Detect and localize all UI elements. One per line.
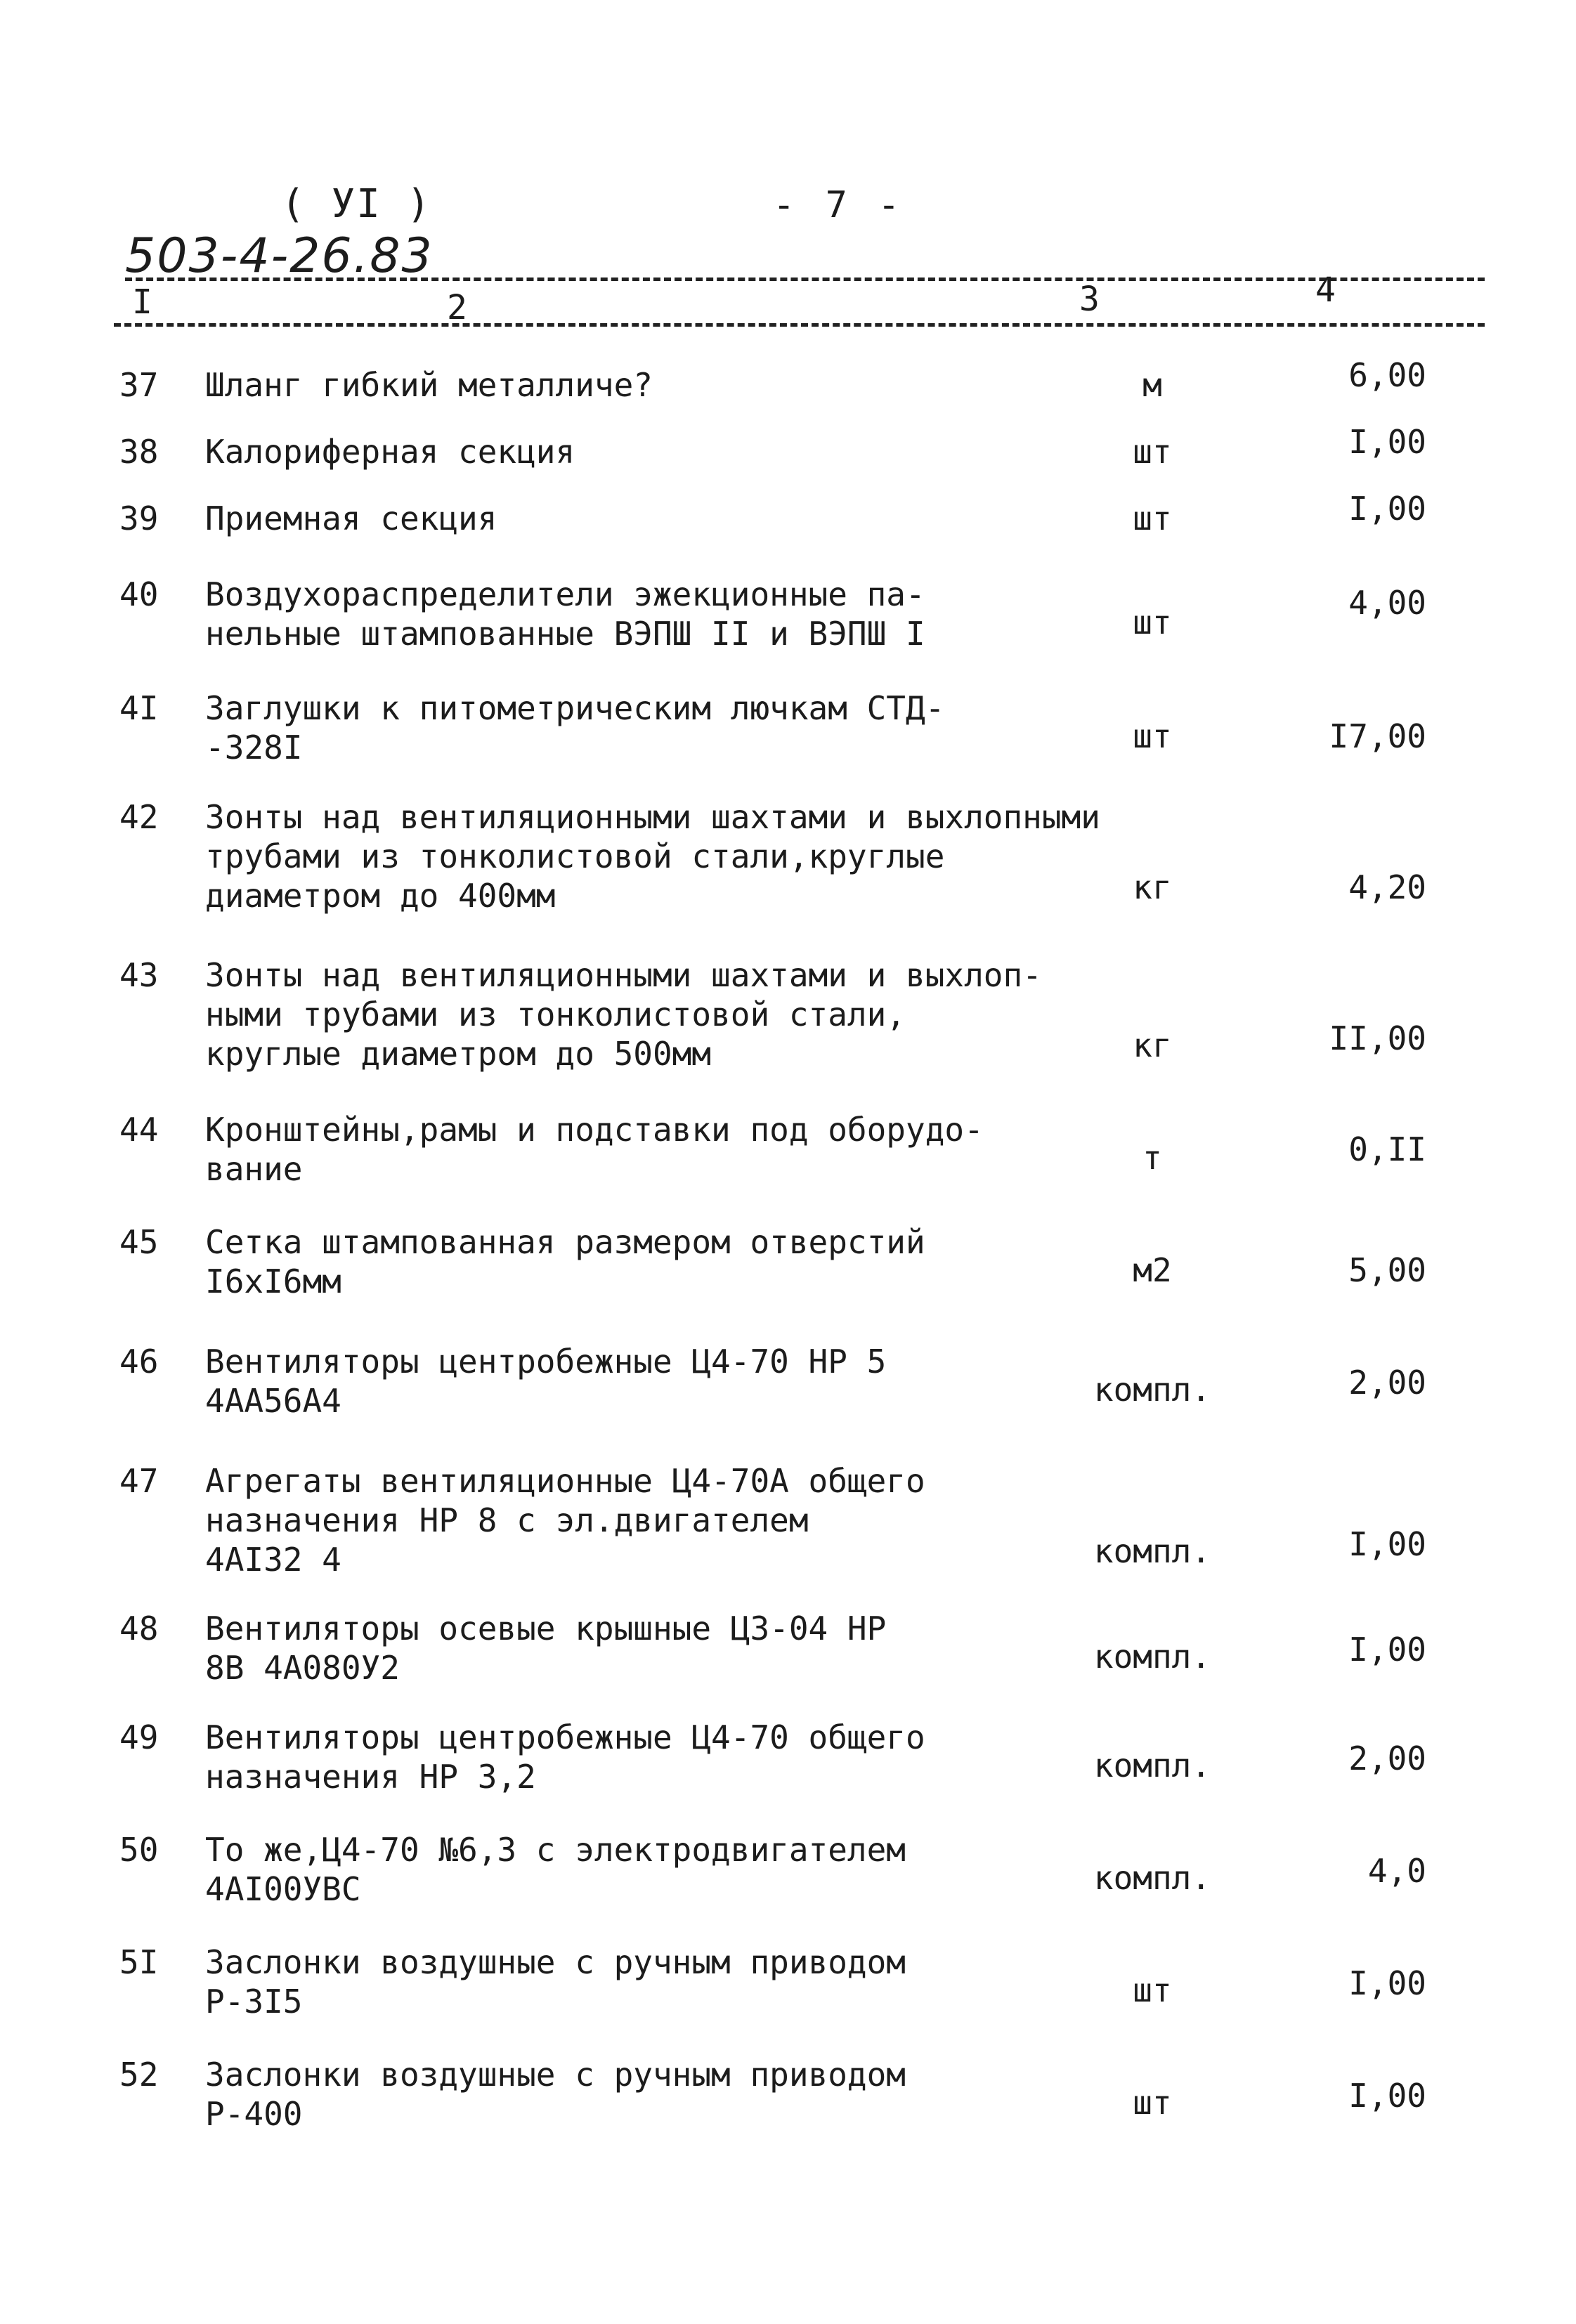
item-description	[205, 1222, 1119, 1301]
item-unit: компл.	[1093, 1747, 1211, 1784]
item-quantity: 2,00	[1348, 1364, 1426, 1402]
description-line: ными трубами из тонколистовой стали,	[205, 995, 906, 1033]
item-unit: шт	[1133, 717, 1172, 755]
item-quantity: I7,00	[1329, 717, 1426, 755]
item-number: 52	[119, 2056, 159, 2094]
description-line: Шланг гибкий металличе?	[205, 366, 653, 404]
item-number: 47	[119, 1462, 159, 1500]
item-quantity: I,00	[1348, 2077, 1426, 2115]
description-line: Заглушки к питометрическим лючкам СТД-	[205, 689, 945, 727]
item-number: 37	[119, 366, 159, 404]
item-unit: т	[1142, 1139, 1162, 1177]
item-unit: шт	[1133, 433, 1172, 471]
item-unit: шт	[1133, 603, 1172, 641]
description-line: 4АI32 4	[205, 1541, 341, 1579]
item-number: 4I	[119, 689, 159, 727]
description-line: Зонты над вентиляционными шахтами и выхлопными	[205, 798, 1100, 836]
item-number: 5I	[119, 1943, 159, 1981]
item-number: 39	[119, 500, 159, 537]
description-line: Заслонки воздушные с ручным приводом	[205, 2056, 906, 2094]
description-line: Кронштейны,рамы и подставки под оборудо-	[205, 1111, 984, 1149]
item-number: 43	[119, 956, 159, 994]
item-description	[205, 955, 1119, 1073]
item-unit: компл.	[1093, 1371, 1211, 1409]
column-number-3: 3	[1079, 280, 1100, 319]
description-line: назначения НР 3,2	[205, 1758, 536, 1796]
item-quantity: 4,00	[1348, 584, 1426, 622]
item-number: 42	[119, 798, 159, 836]
item-description	[205, 1943, 1119, 2021]
item-unit: м	[1142, 366, 1162, 404]
item-number: 49	[119, 1718, 159, 1756]
description-line: 4АА56А4	[205, 1382, 341, 1420]
item-quantity: I,00	[1348, 490, 1426, 528]
section-label: ( УI )	[281, 181, 432, 227]
description-line: Воздухораспределители эжекционные па-	[205, 575, 925, 613]
item-number: 44	[119, 1111, 159, 1149]
document-code: 503-4-26.83	[125, 228, 434, 284]
item-number: 40	[119, 575, 159, 613]
header-bottom-rule	[114, 323, 1485, 327]
description-line: Вентиляторы центробежные Ц4-70 общего	[205, 1718, 925, 1756]
item-unit: компл.	[1093, 1638, 1211, 1676]
item-unit: шт	[1133, 1971, 1172, 2009]
description-line: 4АI00УВС	[205, 1870, 361, 1908]
description-line: Вентиляторы центробежные Ц4-70 НР 5	[205, 1343, 887, 1380]
item-description	[205, 1609, 1119, 1687]
item-quantity: 2,00	[1348, 1739, 1426, 1777]
description-line: диаметром до 400мм	[205, 877, 556, 915]
item-unit: компл.	[1093, 1859, 1211, 1897]
item-description	[205, 575, 1119, 653]
item-description	[205, 1830, 1119, 1909]
description-line: Агрегаты вентиляционные Ц4-70А общего	[205, 1462, 925, 1500]
description-line: Р-400	[205, 2095, 303, 2133]
header-top-rule	[125, 278, 1485, 281]
column-number-4: 4	[1315, 270, 1336, 310]
item-number: 45	[119, 1223, 159, 1261]
item-description	[205, 1342, 1119, 1421]
item-description	[205, 1110, 1119, 1189]
item-unit: кг	[1133, 1026, 1172, 1064]
item-quantity: II,00	[1329, 1019, 1426, 1057]
column-number-1: I	[132, 282, 152, 322]
item-unit: компл.	[1093, 1532, 1211, 1570]
item-description	[205, 432, 1119, 471]
item-unit: шт	[1133, 500, 1172, 537]
description-line: Зонты над вентиляционными шахтами и выхлоп-	[205, 956, 1042, 994]
item-description	[205, 365, 1119, 405]
description-line: Р-3I5	[205, 1983, 303, 2021]
item-quantity: I,00	[1348, 1631, 1426, 1669]
description-line: Заслонки воздушные с ручным приводом	[205, 1943, 906, 1981]
description-line: назначения НР 8 с эл.двигателем	[205, 1501, 809, 1539]
description-line: Сетка штампованная размером отверстий	[205, 1223, 925, 1261]
item-quantity: I,00	[1348, 1964, 1426, 2002]
item-number: 50	[119, 1831, 159, 1869]
item-description	[205, 1461, 1119, 1579]
item-quantity: 6,00	[1348, 356, 1426, 394]
item-quantity: 4,0	[1367, 1852, 1426, 1890]
description-line: Калориферная секция	[205, 433, 575, 471]
description-line: круглые диаметром до 500мм	[205, 1035, 712, 1073]
description-line: Приемная секция	[205, 500, 497, 537]
item-quantity: 4,20	[1348, 868, 1426, 906]
description-line: То же,Ц4-70 №6,3 с электродвигателем	[205, 1831, 906, 1869]
description-line: нельные штампованные ВЭПШ II и ВЭПШ I	[205, 615, 925, 653]
description-line: трубами из тонколистовой стали,круглые	[205, 837, 945, 875]
item-quantity: I,00	[1348, 423, 1426, 461]
item-quantity: 5,00	[1348, 1251, 1426, 1289]
description-line: вание	[205, 1150, 303, 1188]
description-line: Вентиляторы осевые крышные Ц3-04 НР	[205, 1610, 887, 1647]
item-description	[205, 499, 1119, 538]
item-unit: кг	[1133, 868, 1172, 906]
item-description	[205, 1718, 1119, 1796]
description-line: I6xI6мм	[205, 1262, 341, 1300]
item-number: 48	[119, 1610, 159, 1647]
item-unit: шт	[1133, 2084, 1172, 2122]
item-description	[205, 797, 1119, 915]
page-number: - 7 -	[773, 184, 904, 226]
item-quantity: 0,II	[1348, 1130, 1426, 1168]
item-number: 38	[119, 433, 159, 471]
item-description	[205, 688, 1119, 767]
item-unit: м2	[1133, 1251, 1172, 1289]
column-number-2: 2	[447, 288, 467, 327]
item-number: 46	[119, 1343, 159, 1380]
description-line: -328I	[205, 729, 303, 766]
description-line: 8В 4А080У2	[205, 1649, 400, 1687]
item-description	[205, 2055, 1119, 2134]
item-quantity: I,00	[1348, 1525, 1426, 1563]
